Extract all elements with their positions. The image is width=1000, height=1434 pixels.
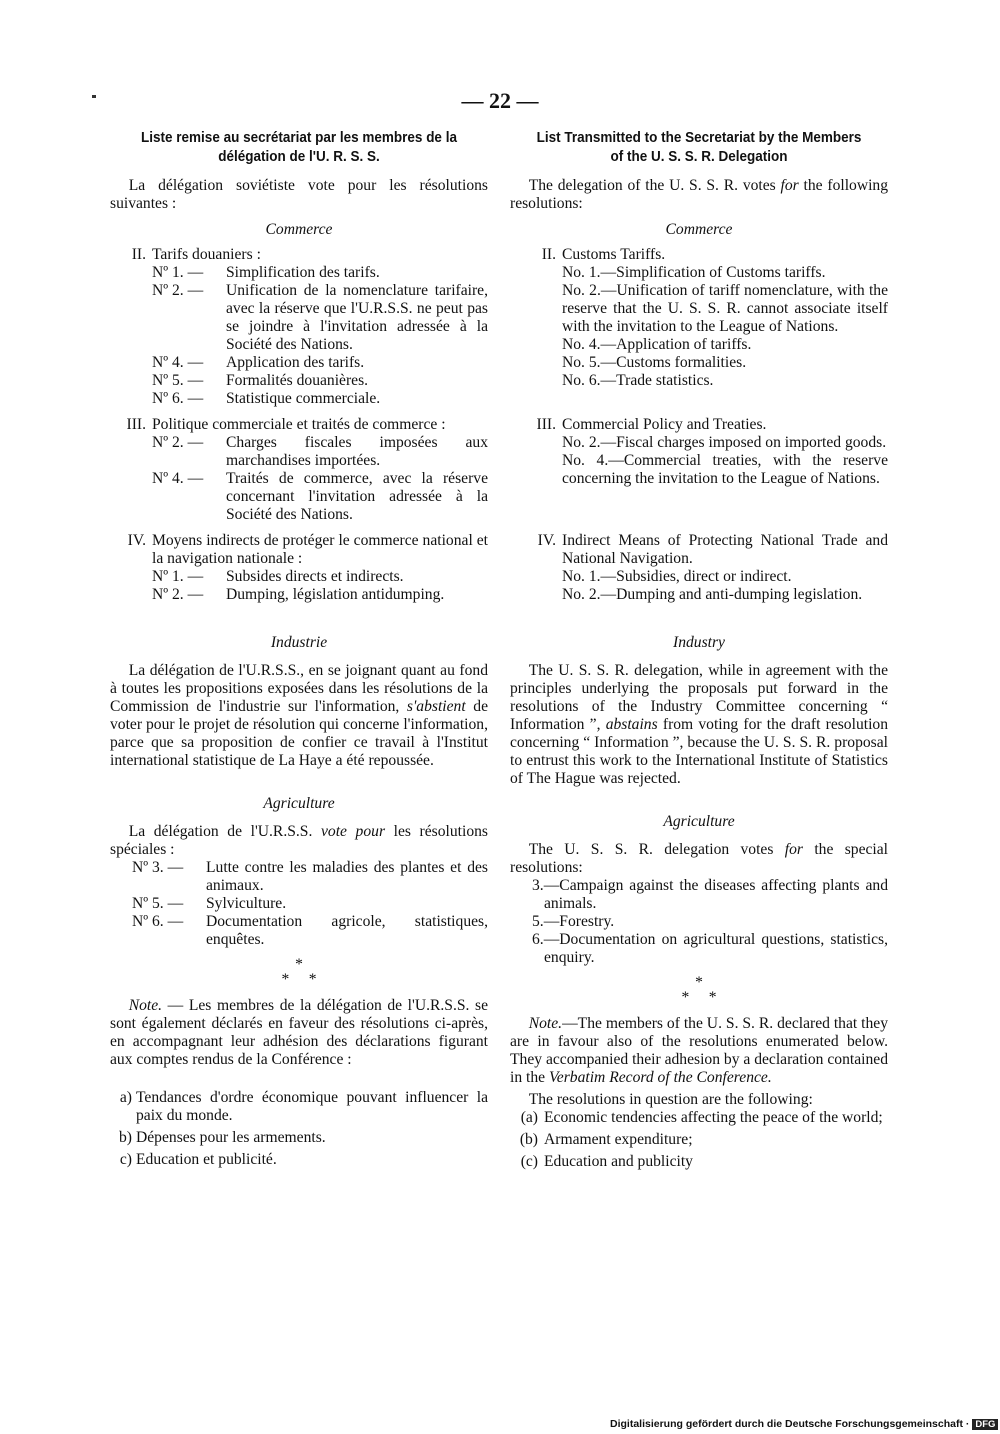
- item-text: Unification de la nomenclature tarifaire, avec la réserve que l'U.R.S.S. ne peut pas se joindre à l'invitation adressée à la Société des Nations.: [226, 282, 488, 353]
- french-abc-list: a) Tendances d'ordre économique pouvant influencer la paix du monde. b) Dépenses pour les armements. c) Education et publicité.: [119, 1089, 488, 1168]
- english-group-3: [510, 416, 888, 488]
- group-number: II.: [541, 246, 556, 263]
- list-item: Education et publicité.: [136, 1151, 277, 1168]
- item-label: Nº 1. —: [152, 264, 204, 281]
- item-label: Nº 2. —: [152, 282, 204, 299]
- list-item: Armament expenditure;: [544, 1131, 693, 1148]
- item-label: Nº 2. —: [152, 434, 204, 451]
- item-label: Nº 6. —: [152, 390, 204, 407]
- item-text: Application des tarifs.: [226, 354, 365, 371]
- list-item: Education and publicity: [544, 1153, 693, 1170]
- french-industrie-paragraph: La délégation de l'U.R.S.S., en se joignant quant au fond à toutes les propositions exposées dans les résolutions de la Commission de l'industrie sur l'information, s'abstient de voter pour le projet de résolution qui concerne l'information, parce que sa proposition de confier ce travail à l'Institut international statistique de La Haye a été repoussée.: [110, 662, 488, 769]
- french-stars-bottom: * *: [281, 971, 317, 988]
- item-text: Subsides directs et indirects.: [226, 568, 404, 585]
- group-title: Moyens indirects de protéger le commerce national et la navigation nationale :: [152, 532, 488, 567]
- item-text: Statistique commerciale.: [226, 390, 381, 407]
- item-text: 6.—Documentation on agricultural questions, statistics, enquiry.: [532, 931, 888, 966]
- item-text: 3.—Campaign against the diseases affecting plants and animals.: [532, 877, 888, 912]
- group-title: Commercial Policy and Treaties.: [562, 416, 767, 433]
- footer-text: Digitalisierung gefördert durch die Deutsche Forschungsgemeinschaft ·: [610, 1418, 970, 1430]
- item-label: Nº 4. —: [152, 470, 204, 487]
- french-group-4: [110, 532, 488, 604]
- item-text: Documentation agricole, statistiques, enquêtes.: [206, 913, 488, 948]
- english-group-4: [510, 532, 888, 604]
- item-text: Simplification des tarifs.: [226, 264, 380, 281]
- item-text: No. 4.—Application of tariffs.: [562, 336, 752, 353]
- english-note: Note.—The members of the U. S. S. R. declared that they are in favour also of the resolutions enumerated below. They accompanied their adhesion by a declaration contained in the Verbatim Record of the Conference.: [510, 1015, 888, 1086]
- item-label: Nº 5. —: [132, 895, 184, 912]
- english-industry-heading: Industry: [673, 634, 725, 651]
- french-agriculture-paragraph: La délégation de l'U.R.S.S. vote pour les résolutions spéciales :: [110, 823, 488, 858]
- item-text: Lutte contre les maladies des plantes et des animaux.: [206, 859, 488, 894]
- item-text: Charges fiscales imposées aux marchandises importées.: [226, 434, 488, 469]
- group-number: II.: [131, 246, 146, 263]
- french-group-3: [110, 416, 488, 524]
- french-stars-top: *: [295, 956, 303, 973]
- group-number: III.: [536, 416, 556, 433]
- item-text: No. 1.—Simplification of Customs tariffs.: [562, 264, 826, 281]
- group-title: Politique commerciale et traités de commerce :: [152, 416, 446, 433]
- list-item: Dépenses pour les armements.: [136, 1129, 326, 1146]
- item-text: 5.—Forestry.: [532, 913, 615, 930]
- group-number: IV.: [537, 532, 556, 549]
- item-text: No. 2.—Unification of tariff nomenclature, with the reserve that the U. S. S. R. cannot associate itself with the invitation to the League of Nations.: [562, 282, 888, 335]
- english-agriculture-paragraph: The U. S. S. R. delegation votes for the special resolutions:: [510, 841, 889, 876]
- group-number: IV.: [127, 532, 146, 549]
- item-text: No. 6.—Trade statistics.: [562, 372, 714, 389]
- item-text: Formalités douanières.: [226, 372, 369, 389]
- page-number: — 22 —: [461, 88, 539, 113]
- group-title: Customs Tariffs.: [562, 246, 666, 263]
- item-text: No. 2.—Fiscal charges imposed on imported goods.: [562, 434, 887, 451]
- item-text: No. 5.—Customs formalities.: [562, 354, 747, 371]
- item-label: Nº 2. —: [152, 586, 204, 603]
- item-text: Traités de commerce, avec la réserve concernant l'invitation adressée à la Société des Nations.: [226, 470, 488, 523]
- dfg-logo: DFG: [972, 1419, 998, 1430]
- english-stars-top: *: [695, 974, 703, 991]
- english-industry-paragraph: The U. S. S. R. delegation, while in agreement with the principles underlying the proposals put forward in the resolutions of the Industry Committee concerning “ Information ”, abstains from voting for the draft resolution concerning “ Information ”, because the U. S. S. R. proposal to entrust this work to the International Institute of Statistics of The Hague was rejected.: [510, 662, 888, 787]
- english-agriculture-heading: Agriculture: [663, 813, 735, 830]
- french-title: Liste remise au secrétariat par les membres de la délégation de l'U. R. S. S.: [141, 129, 457, 165]
- french-agriculture-heading: Agriculture: [263, 795, 335, 812]
- group-title: Tarifs douaniers :: [152, 246, 261, 263]
- digitization-footer: [610, 1418, 998, 1430]
- english-group-2: [510, 246, 888, 390]
- french-industrie-heading: Industrie: [270, 634, 328, 651]
- french-group-2: [110, 246, 488, 408]
- english-abc-list: (a) Economic tendencies affecting the peace of the world; (b) Armament expenditure; (c) Education and publicity: [519, 1109, 883, 1170]
- english-follow: The resolutions in question are the following:: [528, 1091, 813, 1108]
- english-column: [510, 128, 888, 1171]
- item-text: Dumping, législation antidumping.: [226, 586, 445, 603]
- english-title: List Transmitted to the Secretariat by the Members of the U. S. S. R. Delegation: [536, 129, 862, 165]
- french-column: [110, 128, 488, 1169]
- item-label: Nº 4. —: [152, 354, 204, 371]
- group-number: III.: [126, 416, 146, 433]
- item-label: Nº 6. —: [132, 913, 184, 930]
- item-label: Nº 1. —: [152, 568, 204, 585]
- item-text: Sylviculture.: [206, 895, 287, 912]
- english-intro: The delegation of the U. S. S. R. votes for the following resolutions:: [510, 177, 889, 212]
- list-item: Economic tendencies affecting the peace of the world;: [544, 1109, 883, 1126]
- english-commerce-heading: Commerce: [665, 221, 733, 238]
- item-label: Nº 3. —: [132, 859, 184, 876]
- english-stars-bottom: * *: [681, 989, 717, 1006]
- item-label: Nº 5. —: [152, 372, 204, 389]
- item-text: No. 1.—Subsidies, direct or indirect.: [562, 568, 792, 585]
- group-title: Indirect Means of Protecting National Trade and National Navigation.: [562, 532, 888, 567]
- french-intro: La délégation soviétiste vote pour les résolutions suivantes :: [110, 177, 488, 212]
- item-text: No. 4.—Commercial treaties, with the reserve concerning the invitation to the League of Nations.: [562, 452, 888, 487]
- item-text: No. 2.—Dumping and anti-dumping legislation.: [562, 586, 863, 603]
- french-note: Note. — Les membres de la délégation de l'U.R.S.S. se sont également déclarés en faveur des résolutions ci-après, en accompagnant leur adhésion des déclarations figurant aux comptes rendus de la Conférence :: [110, 997, 488, 1068]
- list-item: Tendances d'ordre économique pouvant influencer la paix du monde.: [136, 1089, 488, 1124]
- french-commerce-heading: Commerce: [265, 221, 333, 238]
